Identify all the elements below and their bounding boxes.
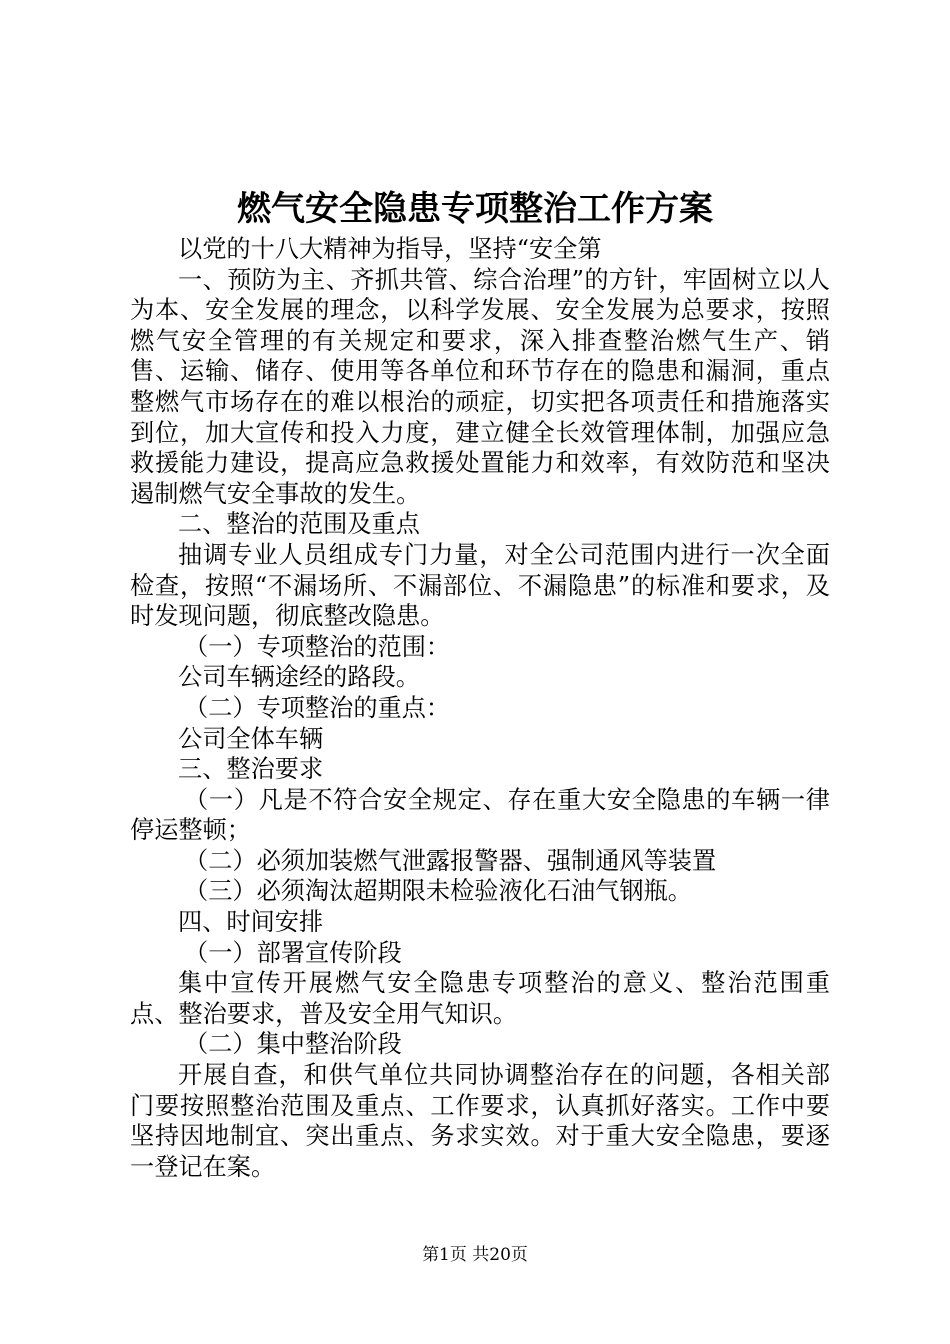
subsection-heading: （一）部署宣传阶段: [184, 938, 402, 967]
section-heading: 三、整治要求: [178, 755, 324, 784]
paragraph: 抽调专业人员组成专门力量，对全公司范围内进行一次全面检查，按照“不漏场所、不漏部位、不漏隐患”的标准和要求，及时发现问题，彻底整改隐患。: [130, 540, 830, 631]
page-footer: 第1页 共20页: [422, 1245, 528, 1265]
paragraph: 一、预防为主、齐抓共管、综合治理”的方针，牢固树立以人为本、安全发展的理念，以科学发展、安全发展为总要求，按照燃气安全管理的有关规定和要求，深入排查整治燃气生产、销售、运输、储存、使用等各单位和环节存在的隐患和漏洞，重点整燃气市场存在的难以根治的顽症，切实把各项责任和措施落实到位，加大宣传和投入力度，建立健全长效管理体制，加强应急救援能力建设，提高应急救援处置能力和效率，有效防范和坚决遏制燃气安全事故的发生。: [130, 265, 830, 508]
subsection-heading: （二）集中整治阶段: [184, 1030, 402, 1059]
list-item: （二）必须加装燃气泄露报警器、强制通风等装置: [184, 846, 717, 875]
paragraph: 公司车辆途经的路段。: [178, 663, 420, 692]
list-item: （三）必须淘汰超期限未检验液化石油气钢瓶。: [184, 877, 692, 906]
list-item: （一）凡是不符合安全规定、存在重大安全隐患的车辆一律停运整顿；: [130, 785, 830, 845]
subsection-heading: （一）专项整治的范围：: [184, 632, 451, 661]
paragraph: 集中宣传开展燃气安全隐患专项整治的意义、整治范围重点、整治要求，普及安全用气知识。: [130, 969, 830, 1028]
section-heading: 四、时间安排: [178, 908, 324, 937]
document-body: [130, 234, 830, 1182]
paragraph: 以党的十八大精神为指导，坚持“安全第: [178, 235, 602, 263]
section-heading: 二、整治的范围及重点: [178, 510, 420, 539]
subsection-heading: （二）专项整治的重点：: [184, 693, 451, 722]
paragraph: 公司全体车辆: [178, 724, 324, 753]
paragraph: 开展自查，和供气单位共同协调整治存在的问题，各相关部门要按照整治范围及重点、工作要求，认真抓好落实。工作中要坚持因地制宜、突出重点、务求实效。对于重大安全隐患，要逐一登记在案。: [130, 1061, 830, 1181]
document-title: 燃气安全隐患专项整治工作方案: [237, 189, 713, 229]
